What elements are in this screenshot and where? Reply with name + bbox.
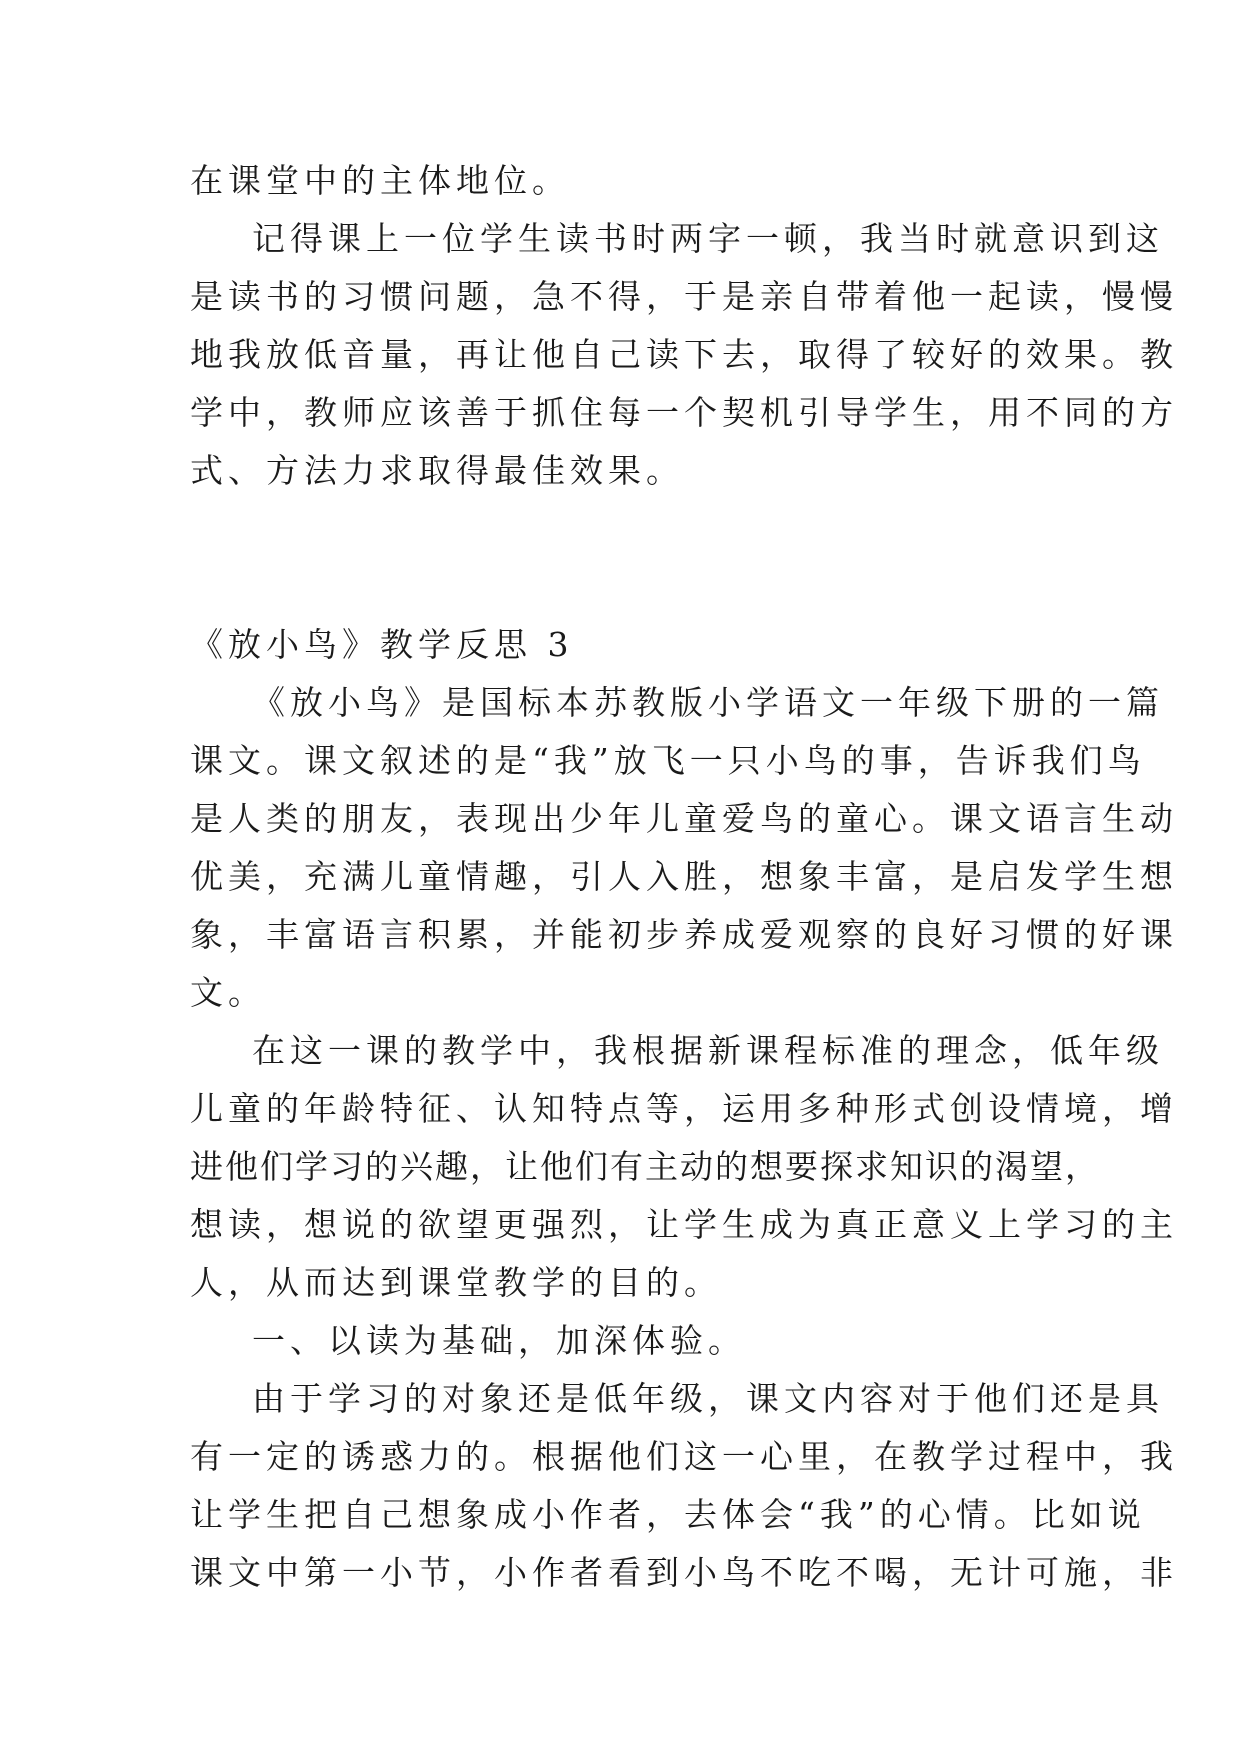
paragraph-line: 人，从而达到课堂教学的目的。 (190, 1263, 722, 1302)
paragraph-line: 学中，教师应该善于抓住每一个契机引导学生，用不同的方 (190, 393, 1178, 432)
paragraph-line: 《放小鸟》是国标本苏教版小学语文一年级下册的一篇 (252, 683, 1164, 722)
section-title: 《放小鸟》教学反思 3 (190, 625, 574, 664)
paragraph-line: 在这一课的教学中，我根据新课程标准的理念，低年级 (252, 1031, 1164, 1070)
section-spacer (190, 500, 1060, 616)
paragraph-line: 记得课上一位学生读书时两字一顿，我当时就意识到这 (252, 219, 1164, 258)
paragraph-line: 是读书的习惯问题，急不得，于是亲自带着他一起读，慢慢 (190, 277, 1178, 316)
paragraph-line: 儿童的年龄特征、认知特点等，运用多种形式创设情境，增 (190, 1089, 1178, 1128)
paragraph-line: 课文中第一小节，小作者看到小鸟不吃不喝，无计可施，非 (190, 1553, 1178, 1592)
paragraph-line: 优美，充满儿童情趣，引人入胜，想象丰富，是启发学生想 (190, 857, 1178, 896)
paragraph-line: 象，丰富语言积累，并能初步养成爱观察的良好习惯的好课 (190, 915, 1178, 954)
paragraph-line: 文。 (190, 973, 266, 1012)
paragraph-line: 地我放低音量，再让他自己读下去，取得了较好的效果。教 (190, 335, 1178, 374)
paragraph-line: 式、方法力求取得最佳效果。 (190, 451, 684, 490)
paragraph-line: 想读，想说的欲望更强烈，让学生成为真正意义上学习的主 (190, 1205, 1178, 1244)
paragraph-continuation-line: 在课堂中的主体地位。 (190, 161, 570, 200)
paragraph-line: 有一定的诱惑力的。根据他们这一心里，在教学过程中，我 (190, 1437, 1178, 1476)
paragraph-line: 课文。课文叙述的是“我”放飞一只小鸟的事，告诉我们鸟 (190, 741, 1146, 780)
subheading: 一、以读为基础，加深体验。 (252, 1321, 746, 1360)
document-page (190, 152, 1178, 1602)
paragraph-line: 进他们学习的兴趣，让他们有主动的想要探求知识的渴望， (190, 1147, 1100, 1186)
paragraph-line: 由于学习的对象还是低年级，课文内容对于他们还是具 (252, 1379, 1164, 1418)
paragraph-line: 是人类的朋友，表现出少年儿童爱鸟的童心。课文语言生动 (190, 799, 1178, 838)
paragraph-line: 让学生把自己想象成小作者，去体会“我”的心情。比如说 (190, 1495, 1146, 1534)
